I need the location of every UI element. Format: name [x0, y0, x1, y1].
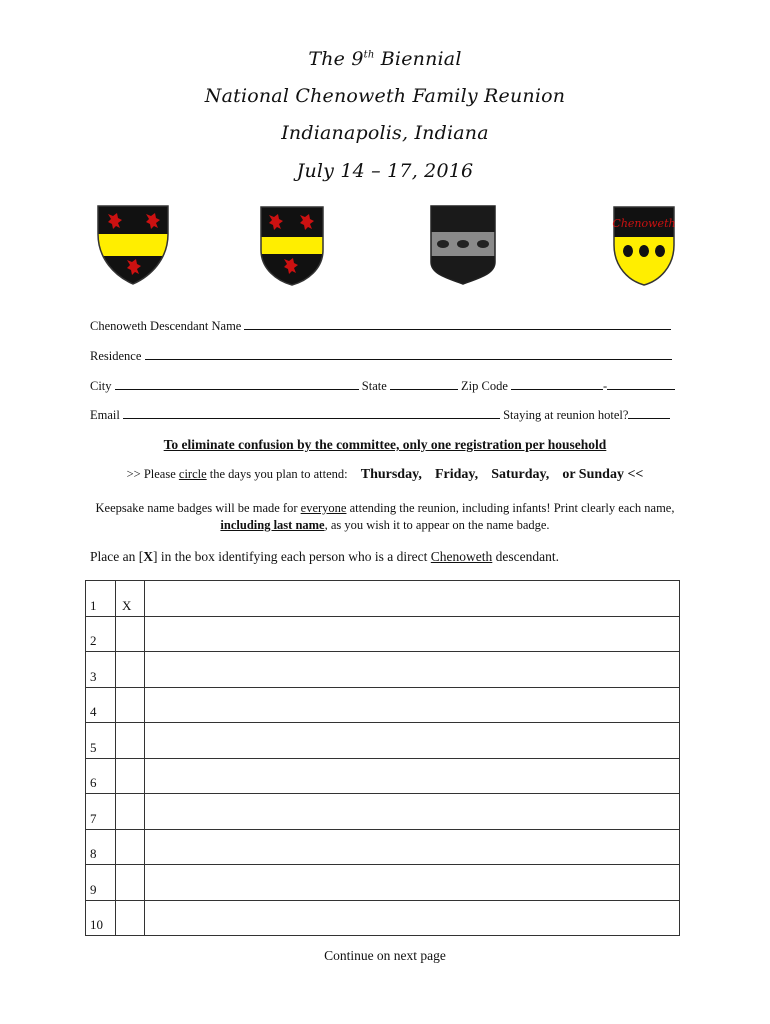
- row-number: 6: [86, 758, 116, 794]
- email-blank[interactable]: [123, 407, 500, 419]
- hotel-label: Staying at reunion hotel?: [503, 408, 629, 422]
- table-row: [86, 616, 680, 652]
- place-instruction: Place an [X] in the box identifying each person who is a direct Chenoweth descendant.: [90, 549, 560, 564]
- title-line-1: [0, 48, 770, 70]
- row-number: 4: [86, 687, 116, 723]
- attendee-name-cell[interactable]: [145, 687, 680, 723]
- row-number: 7: [86, 794, 116, 830]
- descendant-checkbox[interactable]: [116, 829, 145, 865]
- title-line-2: National Chenoweth Family Reunion: [204, 85, 566, 107]
- attendee-name-cell[interactable]: [145, 723, 680, 759]
- row-number: 10: [86, 900, 116, 936]
- row-number: 9: [86, 865, 116, 901]
- table-row: [86, 652, 680, 688]
- day-sunday[interactable]: or Sunday <<: [562, 467, 644, 482]
- descendant-checkbox[interactable]: [116, 900, 145, 936]
- table-row: [86, 829, 680, 865]
- attendee-name-cell[interactable]: [145, 758, 680, 794]
- row-number: 5: [86, 723, 116, 759]
- row-number: 2: [86, 616, 116, 652]
- email-label: Email: [90, 408, 120, 422]
- attendee-name-cell[interactable]: [145, 794, 680, 830]
- day-saturday[interactable]: Saturday,: [491, 467, 550, 482]
- day-friday[interactable]: Friday,: [434, 467, 479, 482]
- zip-label: Zip Code: [461, 379, 508, 393]
- table-row: [86, 687, 680, 723]
- city-label: City: [90, 379, 112, 393]
- state-blank[interactable]: [390, 378, 458, 390]
- descendant-name-field[interactable]: [90, 318, 671, 334]
- title-suffix: Biennial: [374, 48, 462, 70]
- attendee-name-cell[interactable]: [145, 616, 680, 652]
- zip-blank[interactable]: [511, 378, 603, 390]
- table-row: [86, 865, 680, 901]
- city-blank[interactable]: [115, 378, 359, 390]
- attendee-name-cell[interactable]: [145, 581, 680, 617]
- zip-ext-blank[interactable]: [607, 378, 675, 390]
- title-line-3: Indianapolis, Indiana: [281, 122, 489, 144]
- descendant-checkbox[interactable]: [116, 723, 145, 759]
- title-superscript: th: [363, 49, 375, 61]
- descendant-checkbox[interactable]: [116, 865, 145, 901]
- table-row: [86, 758, 680, 794]
- shield-red-beasts-yellow-band-2: [259, 205, 325, 287]
- descendant-checkbox[interactable]: [116, 652, 145, 688]
- shield-red-beasts-yellow-band: [96, 204, 170, 286]
- attendee-name-cell[interactable]: [145, 829, 680, 865]
- attendee-name-cell[interactable]: [145, 865, 680, 901]
- table-row: [86, 581, 680, 617]
- day-thursday[interactable]: Thursday,: [360, 467, 422, 482]
- email-hotel-field[interactable]: [90, 407, 670, 423]
- descendant-checkbox[interactable]: [116, 758, 145, 794]
- table-row: [86, 900, 680, 936]
- hotel-blank[interactable]: [628, 407, 670, 419]
- descendant-name-blank[interactable]: [244, 318, 671, 330]
- attendee-table: [85, 580, 680, 936]
- shield-chenoweth-birds: [612, 205, 676, 287]
- attendee-name-cell[interactable]: [145, 652, 680, 688]
- table-row: [86, 723, 680, 759]
- table-row: [86, 794, 680, 830]
- row-number: 3: [86, 652, 116, 688]
- residence-field[interactable]: [90, 348, 672, 364]
- zip-dash: -: [603, 379, 608, 393]
- days-line: >> Please circle the days you plan to attend: Thursday, Friday, Saturday, or Sunday <<: [126, 467, 644, 482]
- row-number: 1: [86, 581, 116, 617]
- descendant-checkbox[interactable]: [116, 616, 145, 652]
- residence-blank[interactable]: [145, 348, 672, 360]
- descendant-checkbox[interactable]: [116, 687, 145, 723]
- descendant-label: Chenoweth Descendant Name: [90, 319, 242, 333]
- shield-label: Chenoweth: [612, 217, 676, 230]
- descendant-checkbox[interactable]: X: [116, 581, 145, 617]
- continue-note: Continue on next page: [324, 948, 446, 963]
- attendee-name-cell[interactable]: [145, 900, 680, 936]
- title-line-4: July 14 – 17, 2016: [296, 160, 474, 182]
- row-number: 8: [86, 829, 116, 865]
- badge-note: Keepsake name badges will be made for everyone attending the reunion, including infants! Print clearly each name, including last name, as you wish it to appear on the name badge.: [95, 501, 675, 532]
- residence-label: Residence: [90, 349, 142, 363]
- confusion-note: To eliminate confusion by the committee, only one registration per household: [163, 437, 607, 452]
- shield-grey-birds: [429, 204, 497, 286]
- city-state-zip-field[interactable]: [90, 378, 675, 394]
- title-prefix: The 9: [308, 48, 364, 70]
- state-label: State: [361, 379, 387, 393]
- descendant-checkbox[interactable]: [116, 794, 145, 830]
